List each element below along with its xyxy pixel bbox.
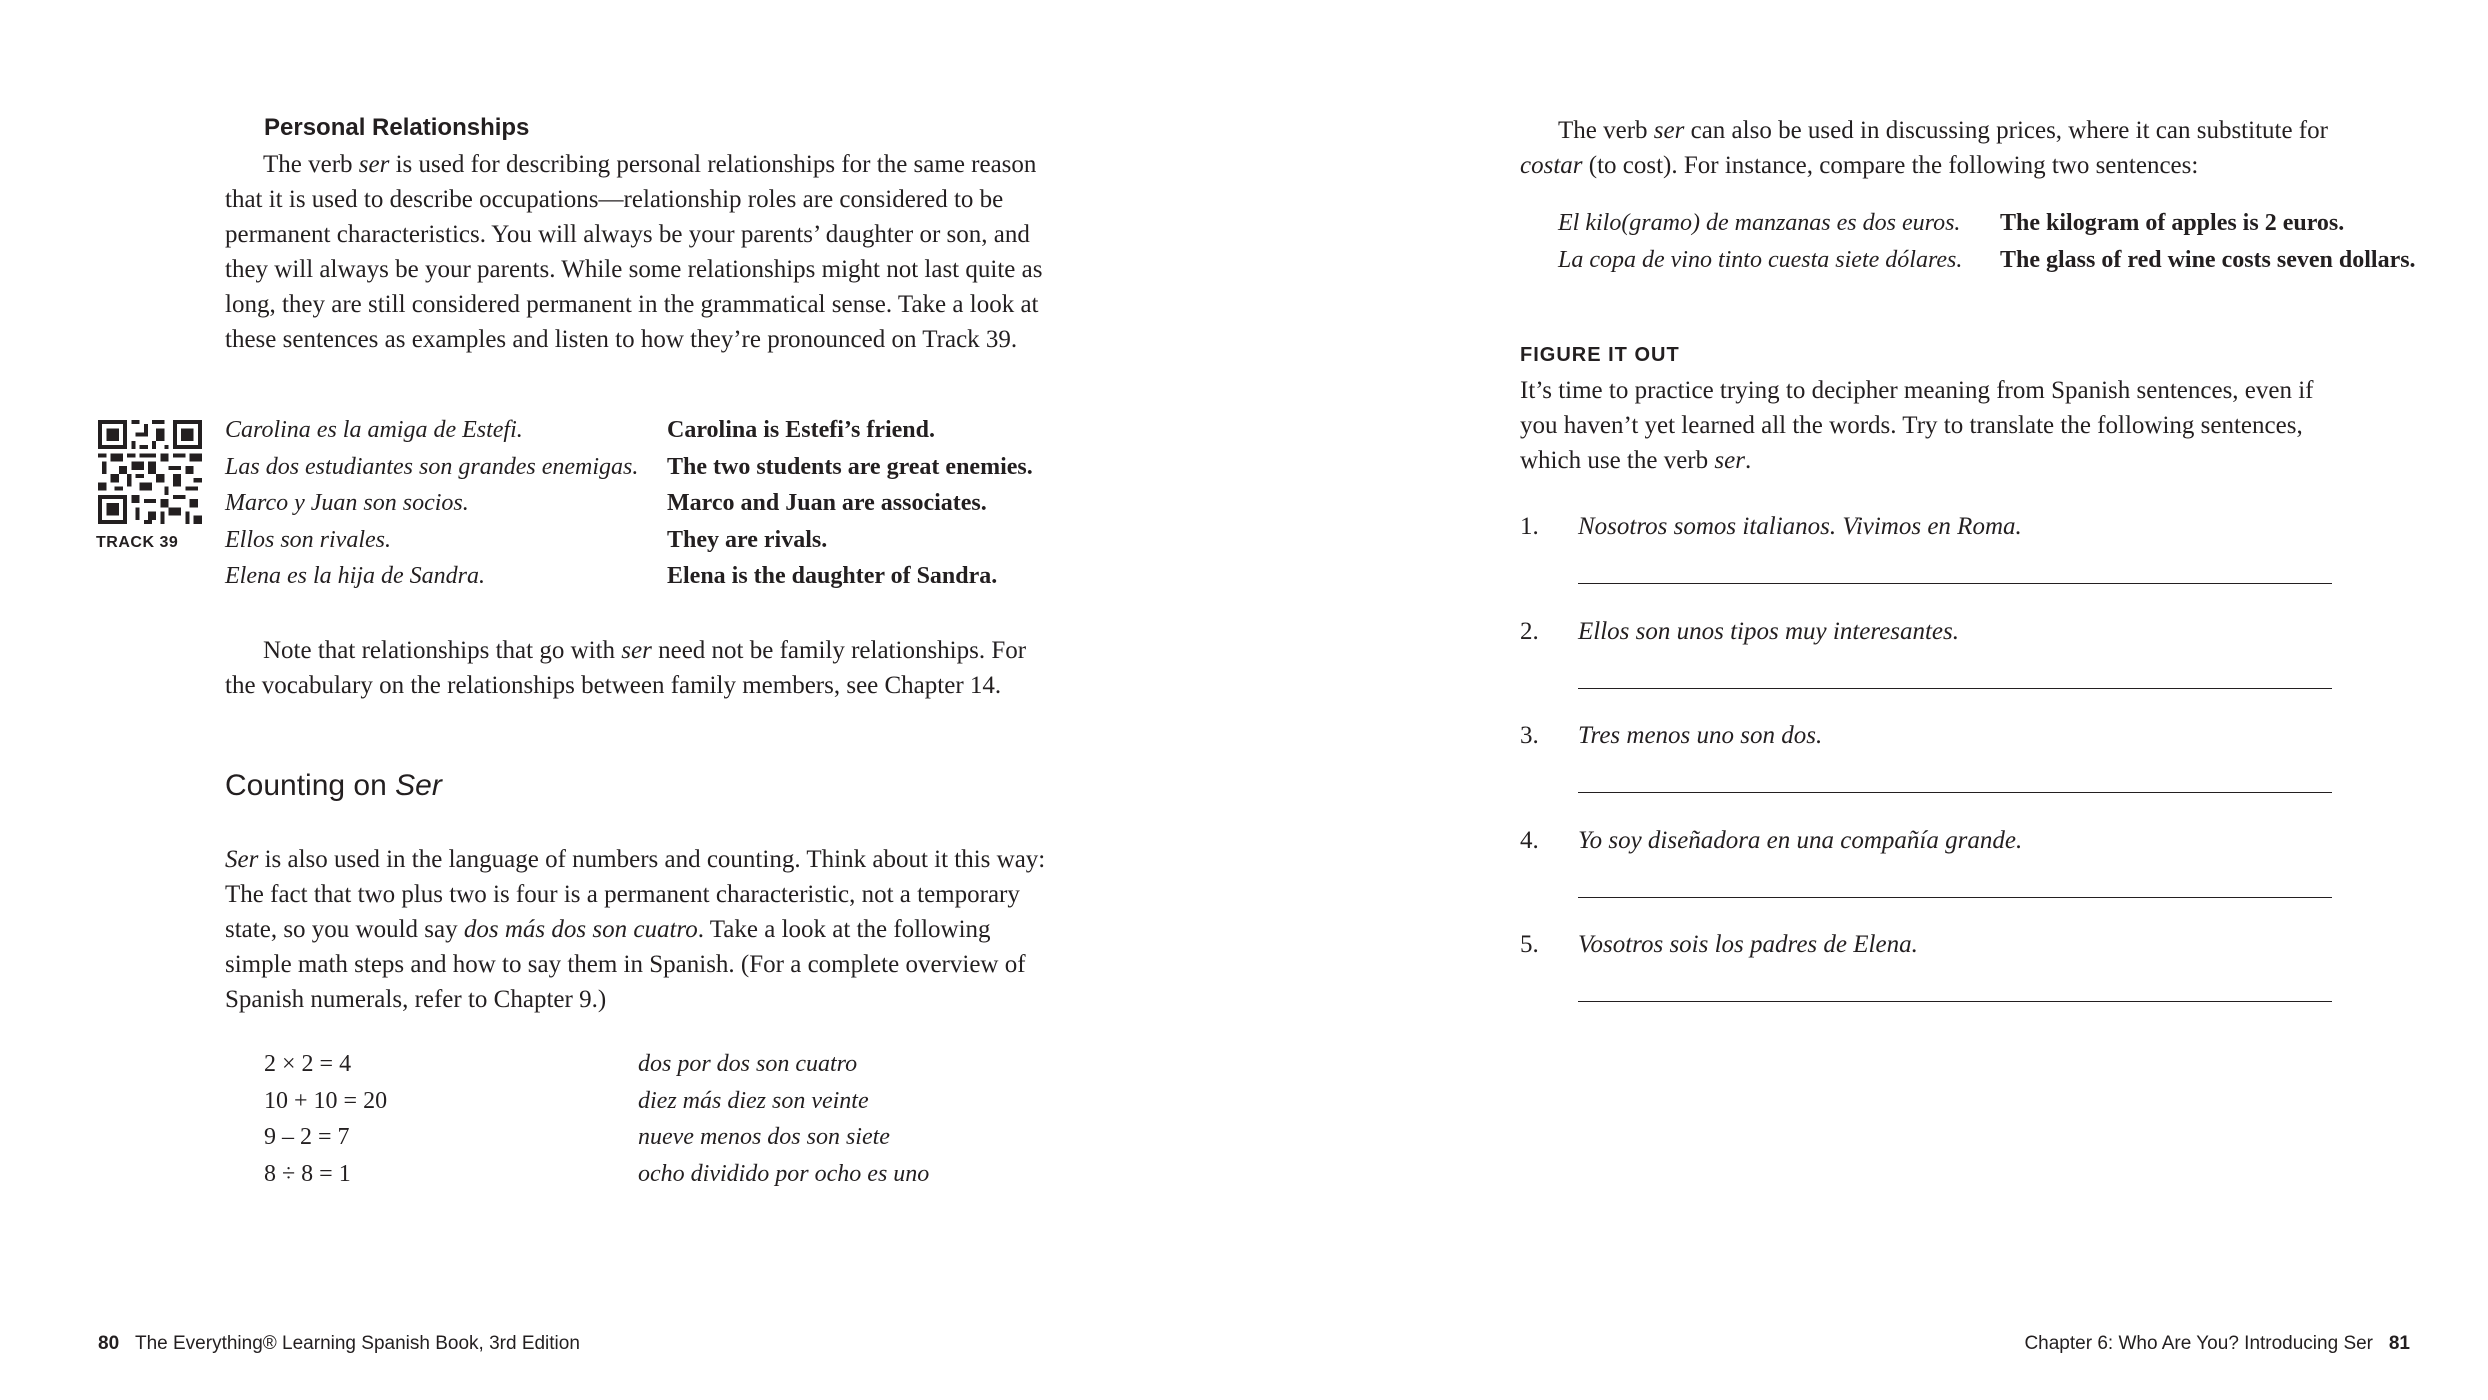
spanish-sentence: El kilo(gramo) de manzanas es dos euros. — [1558, 210, 1961, 236]
section-heading-italic: Ser — [395, 769, 442, 802]
section-heading-text: Counting on — [225, 769, 396, 802]
exercise-number: 2. — [1520, 617, 1539, 645]
text-run: The verb — [263, 151, 359, 178]
english-translation: The two students are great enemies. — [667, 453, 1033, 480]
spanish-sentence: Marco y Juan son socios. — [225, 490, 469, 516]
english-translation: The kilogram of apples is 2 euros. — [2000, 210, 2345, 236]
spanish-math: ocho dividido por ocho es uno — [638, 1160, 930, 1187]
text-run: Note that relationships that go with — [263, 637, 622, 664]
footer-right — [2024, 1333, 2410, 1355]
figure-heading: FIGURE IT OUT — [1520, 344, 1680, 366]
spanish-sentence: Las dos estudiantes son grandes enemigas. — [225, 453, 639, 480]
english-translation: They are rivals. — [667, 526, 828, 553]
example-row — [225, 485, 1075, 522]
math-row — [264, 1119, 1024, 1156]
exercise-number: 5. — [1520, 931, 1539, 958]
example-row — [225, 558, 1075, 595]
text-run: need not be family relationships. For the vocabulary on the relationships between family members, see Chapter 14. — [225, 637, 1027, 699]
page-number-left: 80 — [98, 1333, 120, 1354]
english-translation: Carolina is Estefi’s friend. — [667, 417, 935, 443]
book-title: The Everything® Learning Spanish Book, 3rd Edition — [134, 1333, 580, 1354]
text-run: is also used in the language of numbers and counting. Think about it this way: The fact that two plus two is four is a permanent characteristic, not a temporary state, so you would say — [225, 846, 1046, 943]
intro-paragraph — [225, 147, 1045, 357]
english-translation: The glass of red wine costs seven dollars. — [2000, 246, 2416, 273]
text-run: can also be used in discussing prices, where it can substitute for — [1684, 117, 2328, 144]
section-heading — [225, 769, 442, 803]
note-paragraph — [225, 633, 1045, 703]
spanish-sentence: La copa de vino tinto cuesta siete dólares. — [1558, 246, 1963, 273]
footer-left — [98, 1333, 580, 1355]
figure-intro — [1520, 373, 2340, 478]
spanish-sentence: Carolina es la amiga de Estefi. — [225, 417, 523, 443]
math-examples — [264, 1046, 1024, 1192]
exercise-sentence: Ellos son unos tipos muy interesantes. — [1578, 617, 1960, 645]
italic-run: costar — [1520, 152, 1583, 179]
counting-paragraph — [225, 842, 1055, 1017]
spanish-math: dos por dos son cuatro — [638, 1051, 858, 1077]
prices-paragraph — [1520, 113, 2340, 183]
exercise-number: 4. — [1520, 826, 1539, 854]
italic-run: ser — [1714, 447, 1745, 474]
exercise-number: 1. — [1520, 513, 1539, 540]
text-run: . — [1744, 447, 1752, 474]
math-expression: 8 ÷ 8 = 1 — [264, 1160, 351, 1187]
relationship-examples — [225, 412, 1075, 595]
spanish-math: diez más diez son veinte — [638, 1087, 869, 1114]
price-row — [1558, 242, 2438, 279]
qr-code-icon[interactable] — [98, 420, 202, 524]
exercise-sentence: Yo soy diseñadora en una compañía grande. — [1578, 826, 2023, 854]
answer-line[interactable] — [1578, 792, 2332, 793]
chapter-title: Chapter 6: Who Are You? Introducing Ser — [2024, 1333, 2374, 1354]
track-label: TRACK 39 — [96, 534, 179, 551]
italic-run: Ser — [225, 846, 259, 873]
math-row — [264, 1156, 1024, 1193]
math-expression: 2 × 2 = 4 — [264, 1051, 352, 1077]
english-translation: Elena is the daughter of Sandra. — [667, 563, 998, 589]
spanish-sentence: Ellos son rivales. — [225, 526, 391, 553]
english-translation: Marco and Juan are associates. — [667, 490, 987, 516]
text-run: The verb — [1558, 117, 1654, 144]
answer-line[interactable] — [1578, 583, 2332, 584]
italic-run: ser — [621, 637, 652, 664]
italic-run: ser — [358, 151, 390, 178]
math-row — [264, 1083, 1024, 1120]
spanish-sentence: Elena es la hija de Sandra. — [225, 563, 485, 589]
example-row — [225, 449, 1075, 486]
answer-line[interactable] — [1578, 688, 2332, 689]
exercise-sentence: Vosotros sois los padres de Elena. — [1578, 931, 1918, 958]
text-run: It’s time to practice trying to decipher meaning from Spanish sentences, even if you haven’t yet learned all the words. Try to translate the following sentences, which use the verb — [1520, 377, 2314, 474]
exercise-number: 3. — [1520, 722, 1539, 749]
text-run: is used for describing personal relationships for the same reason that it is used to describe occupations—relationship roles are considered to be permanent characteristics. You will always be your parents’ daughter or son, and they will always be your parents. While some relationships might not last quite as long, they are still considered permanent in the grammatical sense. Take a look at these sentences as examples and listen to how they’re pronounced on Track 39. — [225, 151, 1043, 353]
spanish-math: nueve menos dos son siete — [638, 1124, 890, 1150]
math-row — [264, 1046, 1024, 1083]
math-expression: 10 + 10 = 20 — [264, 1087, 388, 1114]
exercise-sentence: Tres menos uno son dos. — [1578, 722, 1823, 749]
page-number-right: 81 — [2388, 1333, 2410, 1354]
price-examples — [1558, 205, 2438, 278]
example-row — [225, 412, 1075, 449]
italic-run: ser — [1653, 117, 1685, 144]
example-row — [225, 522, 1075, 559]
answer-line[interactable] — [1578, 1001, 2332, 1002]
price-row — [1558, 205, 2438, 242]
section-subheading: Personal Relationships — [264, 114, 530, 141]
exercise-sentence: Nosotros somos italianos. Vivimos en Roma. — [1578, 513, 2022, 540]
text-run: (to cost). For instance, compare the following two sentences: — [1582, 152, 2199, 179]
text-run: . Take a look at the following simple math steps and how to say them in Spanish. (For a complete overview of Spanish numerals, refer to Chapter 9.) — [225, 916, 1026, 1013]
math-expression: 9 – 2 = 7 — [264, 1124, 350, 1150]
answer-line[interactable] — [1578, 897, 2332, 898]
italic-run: dos más dos son cuatro — [463, 916, 698, 943]
